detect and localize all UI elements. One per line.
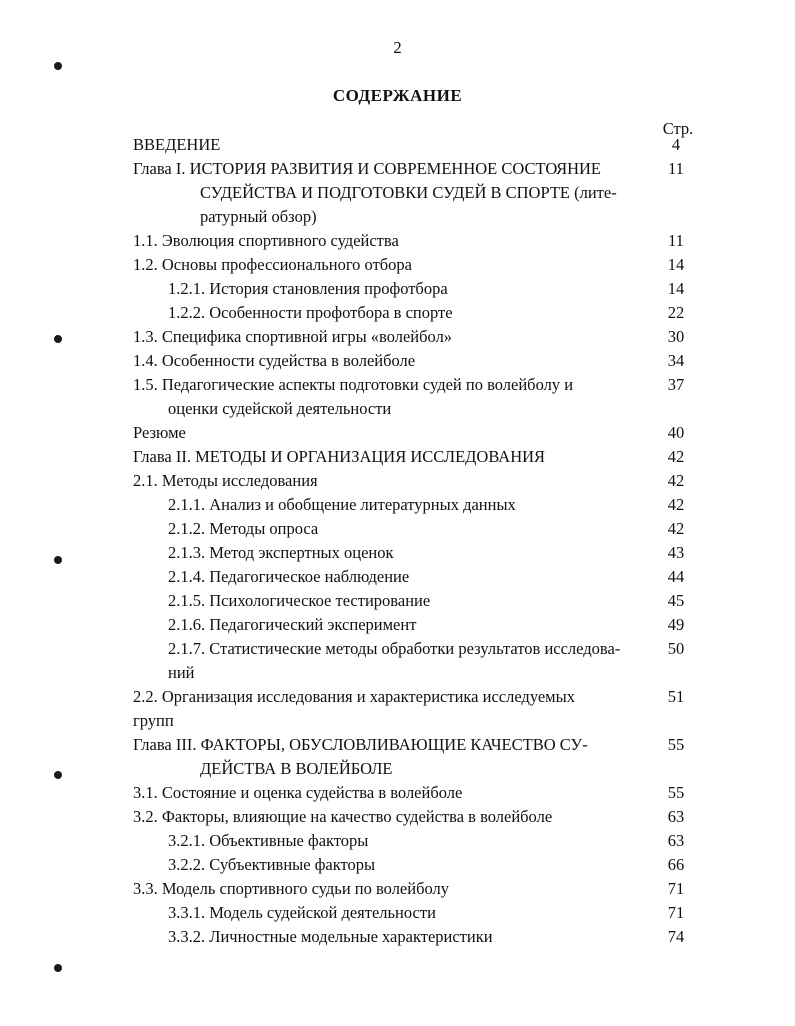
toc-entry-title: Глава I. ИСТОРИЯ РАЗВИТИЯ И СОВРЕМЕННОЕ СОСТОЯНИЕ [133, 159, 601, 178]
toc-entry-page: 11 [668, 231, 684, 250]
toc-entry-page: 42 [667, 447, 685, 466]
toc-entry-page: 11 [668, 159, 684, 178]
toc-entry [0, 925, 795, 949]
toc-entry-title: 1.2.1. История становления профотбора [168, 279, 448, 298]
toc-entry [0, 805, 795, 829]
toc-entry-page: 37 [667, 375, 685, 394]
toc-entry-title: 3.3.1. Модель судейской деятельности [168, 903, 436, 922]
toc-entry-page: 22 [667, 303, 685, 322]
toc-entry-page: 74 [667, 927, 685, 946]
toc-entry-title: 1.2.2. Особенности профотбора в спорте [168, 303, 453, 322]
toc-entry-page: 14 [667, 279, 685, 298]
toc-entry-page: 14 [667, 255, 685, 274]
toc-entry-page: 71 [667, 879, 685, 898]
toc-entry-title: 2.1.1. Анализ и обобщение литературных данных [168, 495, 516, 514]
toc-entry [0, 685, 795, 733]
toc-entry-page: 42 [667, 471, 685, 490]
toc-entry-continuation: ратурный обзор) [200, 207, 317, 226]
toc-entry [0, 157, 795, 229]
toc-entry-page: 51 [667, 687, 685, 706]
toc-entry-page: 55 [667, 735, 685, 754]
toc-entry-title: 1.1. Эволюция спортивного судейства [133, 231, 399, 250]
toc-entry-page: 42 [667, 495, 685, 514]
toc-entry-title: 2.1.7. Статистические методы обработки результатов исследова- [168, 639, 621, 658]
toc-entry [0, 829, 795, 853]
toc-entry-title: 2.1.4. Педагогическое наблюдение [168, 567, 410, 586]
toc-entry-page: 45 [667, 591, 685, 610]
toc-entry [0, 541, 795, 565]
toc-entry-page: 30 [667, 327, 685, 346]
toc-entry-title: 3.2. Факторы, влияющие на качество судейства в волейболе [133, 807, 553, 826]
toc-entry-title: 1.2. Основы профессионального отбора [133, 255, 413, 274]
toc-entry-title: Глава III. ФАКТОРЫ, ОБУСЛОВЛИВАЮЩИЕ КАЧЕСТВО СУ- [133, 735, 588, 754]
toc-entry-page: 4 [671, 135, 681, 154]
toc-entry [0, 901, 795, 925]
toc-entry [0, 373, 795, 421]
toc-entry [0, 877, 795, 901]
toc-entry [0, 469, 795, 493]
toc-entry-page: 63 [667, 807, 685, 826]
toc-entry-continuation: СУДЕЙСТВА И ПОДГОТОВКИ СУДЕЙ В СПОРТЕ (лите- [200, 183, 617, 202]
page-title: СОДЕРЖАНИЕ [332, 86, 463, 105]
toc-entry-title: 2.2. Организация исследования и характеристика исследуемых [133, 687, 575, 706]
toc-entry [0, 853, 795, 877]
toc-entry-title: 3.1. Состояние и оценка судейства в волейболе [133, 783, 463, 802]
toc-entry-title: 1.5. Педагогические аспекты подготовки судей по волейболу и [133, 375, 574, 394]
toc-entry-title: 2.1.3. Метод экспертных оценок [168, 543, 394, 562]
toc-entry-page: 55 [667, 783, 685, 802]
toc-entry-title: 3.3.2. Личностные модельные характеристики [168, 927, 493, 946]
toc-entry-page: 40 [667, 423, 685, 442]
toc-entry [0, 253, 795, 277]
toc-entry-continuation: ний [168, 663, 195, 682]
page-number: 2 [393, 38, 402, 57]
toc-entry-page: 42 [667, 519, 685, 538]
toc-entry [0, 277, 795, 301]
toc-entry [0, 517, 795, 541]
toc-entry-page: 43 [667, 543, 685, 562]
toc-entry [0, 613, 795, 637]
toc-entry-title: 2.1.6. Педагогический эксперимент [168, 615, 417, 634]
toc-entry-title: Глава II. МЕТОДЫ И ОРГАНИЗАЦИЯ ИССЛЕДОВАНИЯ [133, 447, 546, 466]
toc-entry-title: 1.3. Специфика спортивной игры «волейбол» [133, 327, 453, 346]
toc-entry [0, 229, 795, 253]
toc-entry-title: 3.2.2. Субъективные факторы [168, 855, 376, 874]
toc-entry-title: 2.1.2. Методы опроса [168, 519, 319, 538]
toc-entry [0, 565, 795, 589]
toc-entry-page: 71 [667, 903, 685, 922]
toc-entry-continuation: групп [133, 711, 174, 730]
toc-entry [0, 589, 795, 613]
toc-entry [0, 781, 795, 805]
toc-entry-continuation: оценки судейской деятельности [168, 399, 392, 418]
toc-entry-title: 3.2.1. Объективные факторы [168, 831, 369, 850]
toc-entry [0, 733, 795, 781]
toc-entry-title: 2.1. Методы исследования [133, 471, 318, 490]
toc-entry-page: 49 [667, 615, 685, 634]
toc-entry-page: 34 [667, 351, 685, 370]
toc-entry [0, 637, 795, 685]
toc-entry-page: 66 [667, 855, 685, 874]
toc-entry [0, 133, 795, 157]
toc-entry-title: 2.1.5. Психологическое тестирование [168, 591, 431, 610]
toc-entry-page: 50 [667, 639, 685, 658]
toc-entry [0, 445, 795, 469]
toc-entry [0, 493, 795, 517]
toc-entry-title: 3.3. Модель спортивного судьи по волейболу [133, 879, 449, 898]
toc-entry [0, 349, 795, 373]
toc-entry-page: 44 [667, 567, 685, 586]
toc-entry-title: Резюме [133, 423, 186, 442]
toc-entry-continuation: ДЕЙСТВА В ВОЛЕЙБОЛЕ [200, 759, 393, 778]
toc-entry [0, 301, 795, 325]
toc-entry [0, 325, 795, 349]
toc-entry-title: ВВЕДЕНИЕ [133, 135, 221, 154]
toc-entry-title: 1.4. Особенности судейства в волейболе [133, 351, 416, 370]
toc-entry [0, 421, 795, 445]
page-column-label: Стр. [662, 119, 694, 138]
toc-entry-page: 63 [667, 831, 685, 850]
